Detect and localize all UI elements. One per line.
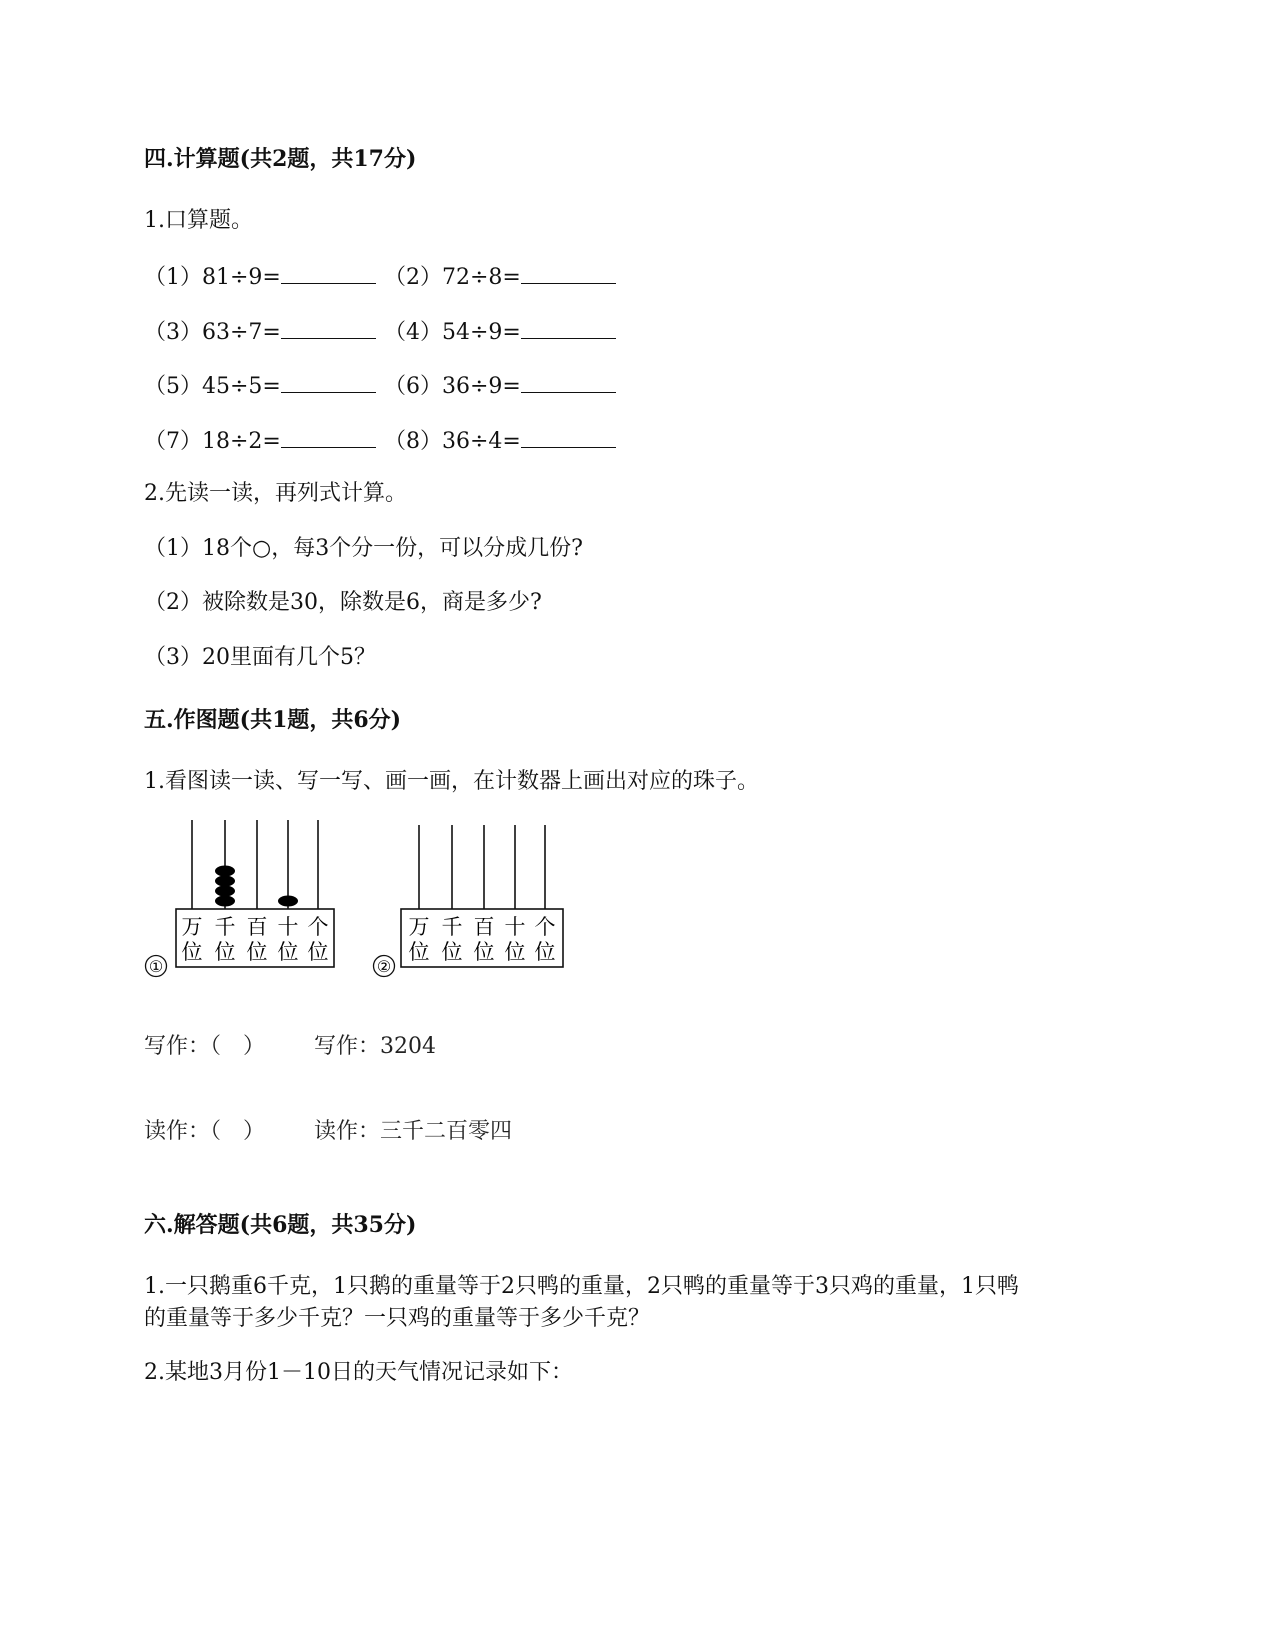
- abacus-bead: [215, 876, 235, 887]
- oral-calc-label: （6）36÷9=: [384, 374, 521, 399]
- answer-blank[interactable]: [281, 427, 376, 448]
- place-label: 十: [504, 915, 526, 939]
- place-suffix: 位: [181, 940, 203, 964]
- oral-calc-item: [384, 372, 616, 400]
- answer-blank[interactable]: [521, 318, 616, 339]
- write-answer-left[interactable]: 写作：（ ）: [144, 1034, 266, 1059]
- place-suffix: 位: [441, 940, 463, 964]
- question-4-2-item: （1）18个○，每3个分一份，可以分成几份?: [144, 536, 583, 561]
- place-label: 万: [181, 915, 203, 939]
- abacus-bead: [278, 896, 298, 907]
- answer-blank[interactable]: [281, 372, 376, 393]
- oral-calc-label: （2）72÷8=: [384, 265, 521, 290]
- question-4-2-title: 2.先读一读，再列式计算。: [144, 481, 407, 506]
- answer-blank[interactable]: [281, 318, 376, 339]
- place-suffix: 位: [277, 940, 299, 964]
- oral-calc-item: [144, 427, 376, 455]
- oral-calc-label: （1）81÷9=: [144, 265, 281, 290]
- place-suffix: 位: [246, 940, 268, 964]
- question-6-1-line-2: 的重量等于多少千克？一只鸡的重量等于多少千克？: [144, 1306, 651, 1331]
- place-label: 十: [277, 915, 299, 939]
- read-answer-right: 读作：三千二百零四: [314, 1119, 513, 1144]
- question-4-2-item: （3）20里面有几个5？: [144, 645, 376, 670]
- read-answer-left[interactable]: 读作：（ ）: [144, 1119, 266, 1144]
- place-label: 个: [307, 915, 329, 939]
- section-6-heading: 六.解答题(共6题，共35分): [144, 1212, 417, 1238]
- place-suffix: 位: [307, 940, 329, 964]
- oral-calc-label: （3）63÷7=: [144, 320, 281, 345]
- abacus-marker: ①: [148, 957, 164, 976]
- abacus-marker: ②: [376, 957, 392, 976]
- place-label: 千: [441, 915, 463, 939]
- oral-calc-item: [144, 318, 376, 346]
- write-answer-right: 写作：3204: [314, 1034, 436, 1059]
- place-label: 个: [534, 915, 556, 939]
- oral-calc-item: [384, 318, 616, 346]
- abacus-figure-2: [368, 815, 568, 985]
- place-suffix: 位: [473, 940, 495, 964]
- question-6-2: 2.某地3月份1－10日的天气情况记录如下：: [144, 1360, 573, 1385]
- oral-calc-item: [144, 372, 376, 400]
- section-5-heading: 五.作图题(共1题，共6分): [144, 707, 402, 733]
- place-label: 万: [408, 915, 430, 939]
- place-suffix: 位: [504, 940, 526, 964]
- place-suffix: 位: [408, 940, 430, 964]
- place-suffix: 位: [534, 940, 556, 964]
- question-4-1-title: 1.口算题。: [144, 208, 253, 233]
- oral-calc-item: [384, 427, 616, 455]
- abacus-bead: [215, 866, 235, 877]
- oral-calc-label: （8）36÷4=: [384, 429, 521, 454]
- oral-calc-item: [384, 263, 616, 291]
- answer-blank[interactable]: [521, 427, 616, 448]
- place-label: 千: [214, 915, 236, 939]
- abacus-bead: [215, 896, 235, 907]
- answer-blank[interactable]: [521, 372, 616, 393]
- oral-calc-item: [144, 263, 376, 291]
- question-6-1-line-1: 1.一只鹅重6千克，1只鹅的重量等于2只鸭的重量，2只鸭的重量等于3只鸡的重量，1只鸭: [144, 1274, 1019, 1299]
- place-label: 百: [246, 915, 268, 939]
- place-suffix: 位: [214, 940, 236, 964]
- answer-blank[interactable]: [521, 263, 616, 284]
- abacus-figure-1: [140, 815, 340, 985]
- oral-calc-label: （5）45÷5=: [144, 374, 281, 399]
- question-4-2-item: （2）被除数是30，除数是6，商是多少?: [144, 590, 542, 615]
- abacus-bead: [215, 886, 235, 897]
- oral-calc-label: （7）18÷2=: [144, 429, 281, 454]
- place-label: 百: [473, 915, 495, 939]
- section-4-heading: 四.计算题(共2题，共17分): [144, 146, 417, 172]
- oral-calc-label: （4）54÷9=: [384, 320, 521, 345]
- answer-blank[interactable]: [281, 263, 376, 284]
- question-5-1-title: 1.看图读一读、写一写、画一画，在计数器上画出对应的珠子。: [144, 769, 759, 794]
